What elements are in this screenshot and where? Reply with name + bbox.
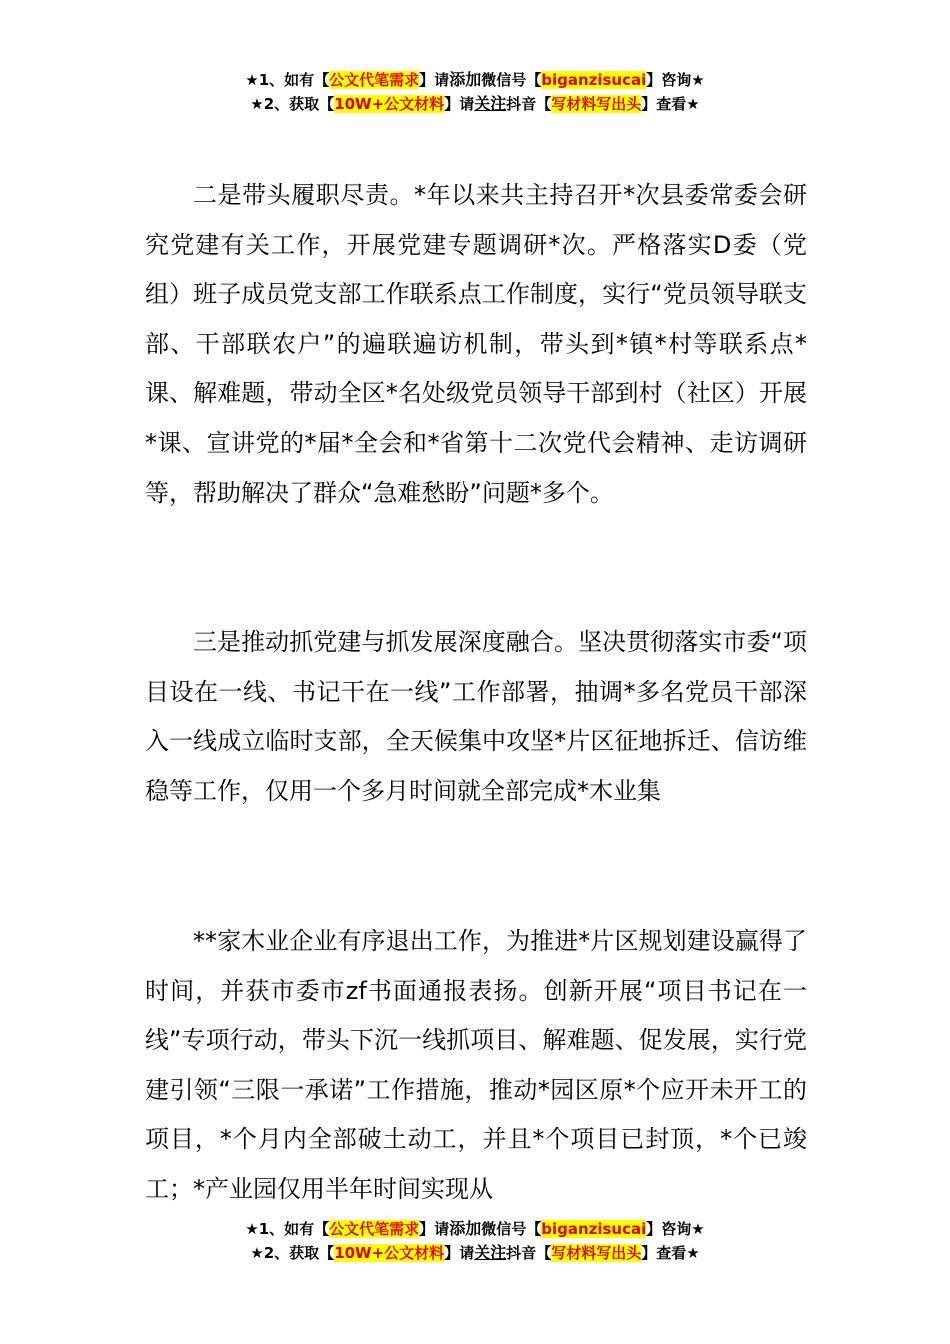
emphasis-text: 关注: [474, 94, 507, 113]
banner-text: 】咨询★: [646, 1220, 705, 1238]
wechat-id-highlight: biganzisucai: [541, 1220, 647, 1238]
banner-line-2: [0, 1241, 950, 1265]
banner-text: 】咨询★: [646, 71, 705, 89]
banner-line-1: [0, 1217, 950, 1241]
douyin-id-highlight: 写材料写出头: [551, 1244, 642, 1262]
highlight-text: 公文代笔需求: [329, 1220, 420, 1238]
paragraph: 二是带头履职尽责。*年以来共主持召开*次县委常委会研究党建有关工作，开展党建专题调研*次。严格落实D委（党组）班子成员党支部工作联系点工作制度，实行“党员领导联支部、干部联农户”的遍联遍访机制，带头到*镇*村等联系点*课、解难题，带动全区*名处级党员领导干部到村（社区）开展*课、宣讲党的*届*全会和*省第十二次党代会精神、走访调研等，帮助解决了群众“急难愁盼”问题*多个。: [145, 181, 807, 507]
banner-text: 抖音【: [506, 1244, 552, 1262]
banner-text: 微信号【: [481, 1220, 542, 1238]
banner-text: ★2、获取【: [250, 1244, 335, 1262]
highlight-text: 10W+公文材料: [334, 1244, 445, 1262]
paragraph: **家木业企业有序退出工作，为推进*片区规划建设赢得了时间，并获市委市zf书面通报表扬。创新开展“项目书记在一线”专项行动，带头下沉一线抓项目、解难题、促发展，实行党建引领“三限一承诺”工作措施，推动*园区原*个应开未开工的项目，*个月内全部破土动工，并且*个项目已封顶，*个已竣工；*产业园仅用半年时间实现从: [145, 927, 807, 1203]
emphasis-text: 添加: [449, 1219, 482, 1238]
banner-text: 】请: [444, 1244, 475, 1262]
banner-text: 】请: [419, 71, 450, 89]
paragraph-block-1: [145, 171, 807, 518]
paragraph-block-2: [145, 618, 807, 816]
banner-text: 】请: [444, 95, 475, 113]
banner-text: 微信号【: [481, 71, 542, 89]
banner-text: ★1、如有【: [245, 71, 330, 89]
banner-text: 】查看★: [641, 1244, 700, 1262]
wechat-id-highlight: biganzisucai: [541, 71, 647, 89]
highlight-text: 公文代笔需求: [329, 71, 420, 89]
emphasis-text: 添加: [449, 70, 482, 89]
banner-text: 】请: [419, 1220, 450, 1238]
banner-line-1: [0, 68, 950, 92]
banner-text: ★1、如有【: [245, 1220, 330, 1238]
douyin-id-highlight: 写材料写出头: [551, 95, 642, 113]
banner-text: ★2、获取【: [250, 95, 335, 113]
banner-text: 】查看★: [641, 95, 700, 113]
paragraph: 三是推动抓党建与抓发展深度融合。坚决贯彻落实市委“项目设在一线、书记干在一线”工作部署，抽调*多名党员干部深入一线成立临时支部，全天候集中攻坚*片区征地拆迁、信访维稳等工作，仅用一个多月时间就全部完成*木业集: [145, 628, 807, 805]
highlight-text: 10W+公文材料: [334, 95, 445, 113]
paragraph-block-3: [145, 917, 807, 1215]
footer-banner: [0, 1217, 950, 1265]
header-banner: [0, 68, 950, 116]
banner-line-2: [0, 92, 950, 116]
banner-text: 抖音【: [506, 95, 552, 113]
emphasis-text: 关注: [474, 1243, 507, 1262]
